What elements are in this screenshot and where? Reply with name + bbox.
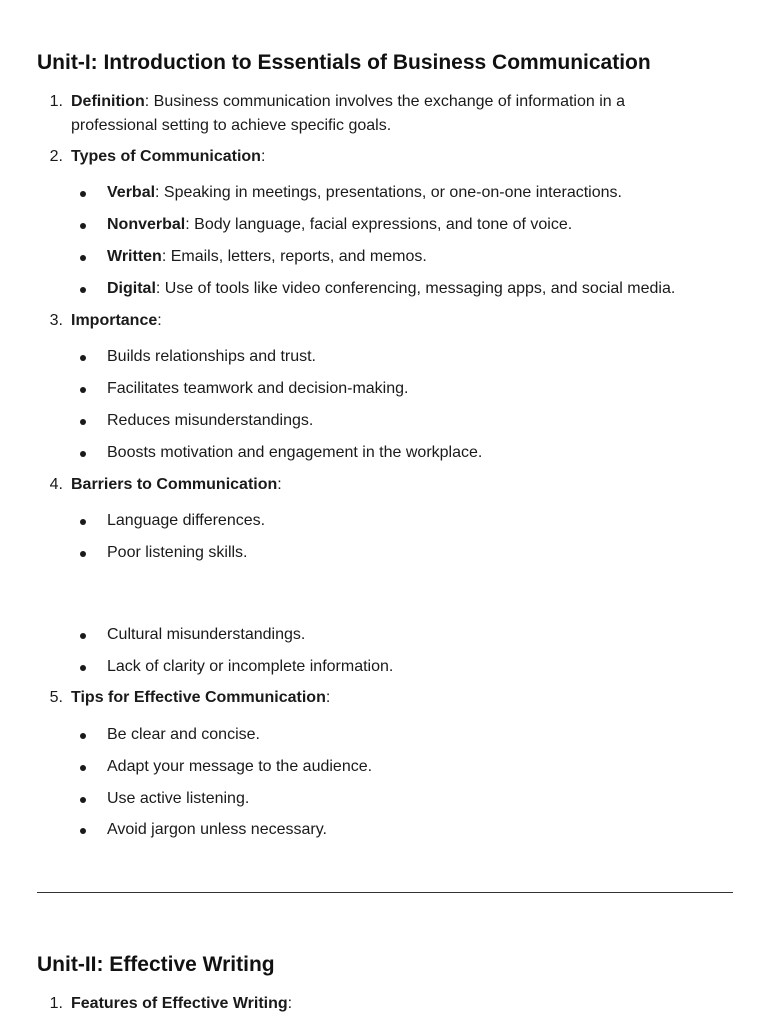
bullet-dot bbox=[80, 451, 86, 457]
section-divider bbox=[37, 892, 733, 893]
bullet-text: Be clear and concise. bbox=[107, 726, 260, 743]
bullet-text: Builds relationships and trust. bbox=[107, 348, 316, 365]
bullet-text: Cultural misunderstandings. bbox=[107, 626, 306, 643]
unit-1-heading: Unit-I: Introduction to Essentials of Business Communication bbox=[37, 51, 651, 74]
term-importance: Importance bbox=[71, 312, 158, 329]
bullet-text: : Use of tools like video conferencing, messaging apps, and social media. bbox=[155, 280, 676, 297]
bullet-text: Poor listening skills. bbox=[107, 544, 248, 561]
bullet-dot bbox=[80, 387, 86, 393]
term-nonverbal: Nonverbal bbox=[107, 216, 186, 233]
definition-text-line1: : Business communication involves the exchange of information in a bbox=[144, 93, 626, 110]
term-types: Types of Communication bbox=[71, 148, 261, 165]
term-verbal: Verbal bbox=[107, 184, 156, 201]
colon: : bbox=[277, 476, 282, 493]
unit-2-heading: Unit-II: Effective Writing bbox=[37, 953, 275, 976]
bullet-dot bbox=[80, 287, 86, 293]
bullet-text: Boosts motivation and engagement in the workplace. bbox=[107, 444, 483, 461]
bullet-text: : Emails, letters, reports, and memos. bbox=[161, 248, 427, 265]
colon: : bbox=[287, 995, 293, 1012]
term-written: Written bbox=[107, 248, 162, 265]
list-number: 1. bbox=[49, 995, 63, 1012]
term-digital: Digital bbox=[107, 280, 156, 297]
list-number: 1. bbox=[49, 93, 63, 110]
bullet-text: Facilitates teamwork and decision-making. bbox=[107, 380, 409, 397]
bullet-text: Adapt your message to the audience. bbox=[107, 758, 373, 775]
list-item-tips bbox=[37, 686, 737, 710]
list-item-definition bbox=[37, 90, 737, 138]
list-item-importance bbox=[37, 309, 737, 333]
colon: : bbox=[157, 312, 162, 329]
term-definition: Definition bbox=[71, 93, 145, 110]
bullet-dot bbox=[80, 355, 86, 361]
colon: : bbox=[260, 148, 266, 165]
term-barriers: Barriers to Communication bbox=[71, 476, 278, 493]
bullet-text: Lack of clarity or incomplete information. bbox=[107, 658, 394, 675]
bullet-text: Avoid jargon unless necessary. bbox=[107, 821, 327, 838]
list-number: 4. bbox=[49, 476, 63, 493]
bullet-dot bbox=[80, 191, 86, 197]
bullet-dot bbox=[80, 828, 86, 834]
bullet-text: Use active listening. bbox=[107, 790, 250, 807]
bullet-text: Reduces misunderstandings. bbox=[107, 412, 314, 429]
bullet-dot bbox=[80, 551, 86, 557]
bullet-dot bbox=[80, 765, 86, 771]
colon: : bbox=[325, 689, 331, 706]
bullet-dot bbox=[80, 665, 86, 671]
bullet-text: Language differences. bbox=[107, 512, 266, 529]
bullet-dot bbox=[80, 633, 86, 639]
term-features: Features of Effective Writing bbox=[71, 995, 288, 1012]
list-item-features bbox=[37, 992, 737, 1016]
bullet-dot bbox=[80, 519, 86, 525]
bullet-text: : Speaking in meetings, presentations, or one-on-one interactions. bbox=[155, 184, 622, 201]
list-number: 2. bbox=[49, 148, 63, 165]
bullet-dot bbox=[80, 733, 86, 739]
list-number: 3. bbox=[49, 312, 63, 329]
bullet-dot bbox=[80, 419, 86, 425]
list-number: 5. bbox=[49, 689, 63, 706]
list-item-types bbox=[37, 145, 737, 169]
bullet-dot bbox=[80, 223, 86, 229]
definition-text-line2: professional setting to achieve specific goals. bbox=[71, 117, 392, 134]
term-tips: Tips for Effective Communication bbox=[71, 689, 326, 706]
bullet-dot bbox=[80, 255, 86, 261]
list-item-barriers bbox=[37, 473, 737, 497]
bullet-dot bbox=[80, 797, 86, 803]
bullet-text: : Body language, facial expressions, and tone of voice. bbox=[185, 216, 573, 233]
